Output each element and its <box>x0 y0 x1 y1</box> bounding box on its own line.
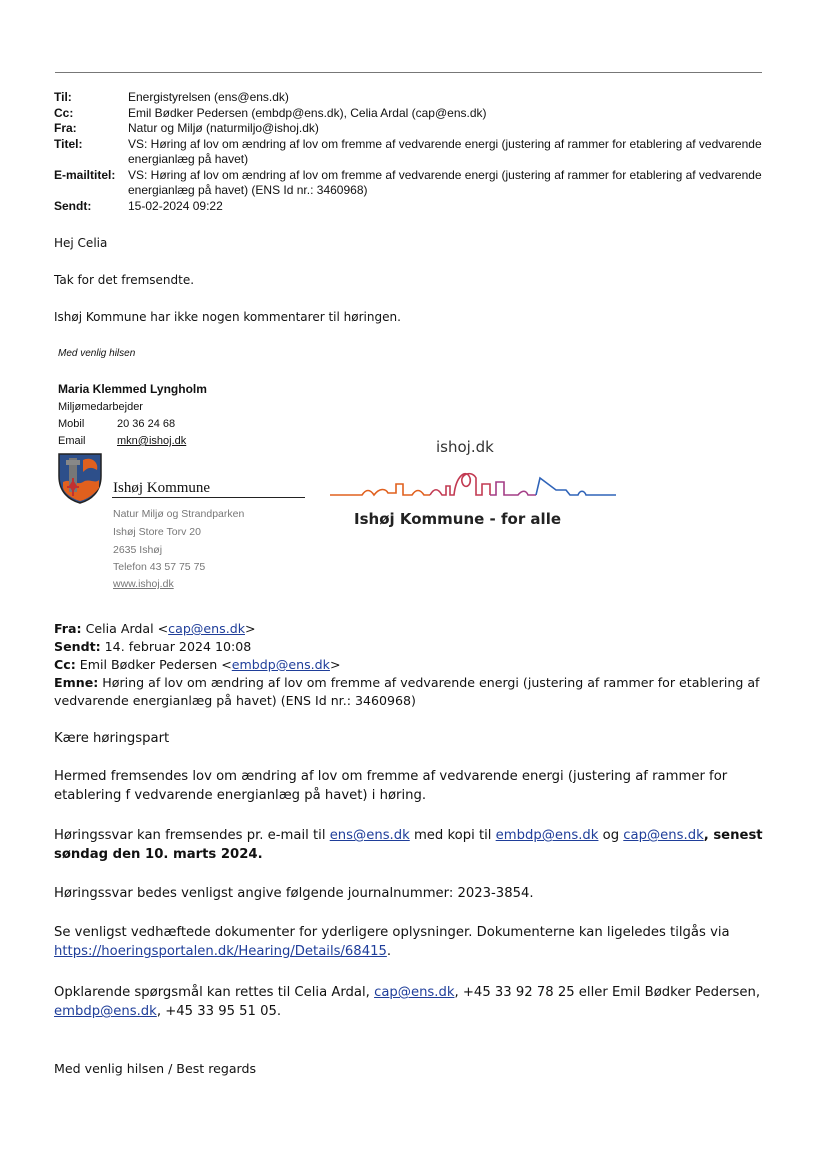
title-row <box>54 137 766 168</box>
fwd-subject-label: Emne: <box>54 675 99 690</box>
paragraph-2 <box>54 826 774 864</box>
fwd-from-label: Fra: <box>54 621 82 636</box>
fwd-cc-name: Emil Bødker Pedersen < <box>79 657 232 672</box>
address-line-1: Natur Miljø og Strandparken <box>113 508 245 520</box>
forwarded-sent <box>54 638 769 656</box>
sent-label: Sendt: <box>54 198 92 213</box>
from-label: Fra: <box>54 121 77 135</box>
title-label: Titel: <box>54 136 83 151</box>
p4-text: Se venligst vedhæftede dokumenter for yderligere oplysninger. Dokumenterne kan ligeledes tilgås via <box>54 925 730 940</box>
p2-text-b: med kopi til <box>409 828 496 843</box>
fwd-from-email-link[interactable]: cap@ens.dk <box>168 621 245 636</box>
address-phone: Telefon 43 57 75 75 <box>113 561 206 573</box>
fwd-from-name: Celia Ardal < <box>85 621 169 636</box>
p4-end: . <box>386 944 392 959</box>
to-row <box>54 90 766 106</box>
cc-row <box>54 106 766 122</box>
email-header <box>54 90 766 214</box>
sent-value: 15-02-2024 09:22 <box>128 198 223 213</box>
fwd-sent-label: Sendt: <box>54 639 101 654</box>
fwd-cc-email-link[interactable]: embdp@ens.dk <box>231 657 330 672</box>
fwd-from-end: > <box>244 621 256 636</box>
paragraph-5 <box>54 983 774 1021</box>
hearing-portal-link[interactable]: https://hoeringsportalen.dk/Hearing/Details/68415 <box>54 944 387 959</box>
mobile-value: 20 36 24 68 <box>117 418 176 430</box>
sent-row <box>54 199 766 215</box>
paragraph-3: Høringssvar bedes venligst angive følgende journalnummer: 2023-3854. <box>54 886 534 901</box>
p2-link-embdp[interactable]: embdp@ens.dk <box>495 828 599 843</box>
p5-link-embdp[interactable]: embdp@ens.dk <box>54 1004 157 1019</box>
from-value: Natur og Miljø (naturmiljo@ishoj.dk) <box>128 121 319 135</box>
paragraph-4 <box>54 923 774 961</box>
cc-label: Cc: <box>54 105 74 120</box>
to-label: Til: <box>54 90 72 104</box>
signature-title: Miljømedarbejder <box>58 401 143 413</box>
org-name: Ishøj Kommune <box>113 480 211 496</box>
p2-link-ens[interactable]: ens@ens.dk <box>329 828 410 843</box>
cc-value: Emil Bødker Pedersen (embdp@ens.dk), Celia Ardal (cap@ens.dk) <box>128 105 487 120</box>
from-row <box>54 121 766 137</box>
salutation: Kære høringspart <box>54 731 170 746</box>
email-link[interactable]: mkn@ishoj.dk <box>117 435 187 447</box>
email-title-value: VS: Høring af lov om ændring af lov om fremme af vedvarende energi (justering af rammer for etablering af vedvarende energianlæg på havet) (ENS Id nr.: 3460968) <box>128 167 762 197</box>
logo-slogan: Ishøj Kommune - for alle <box>354 510 562 528</box>
p2-text-c: og <box>598 828 624 843</box>
org-underline <box>112 497 305 498</box>
forwarded-cc <box>54 656 769 674</box>
p5-text-c: , +45 33 95 51 05. <box>156 1004 282 1019</box>
mobile-label: Mobil <box>58 418 85 430</box>
fwd-cc-label: Cc: <box>54 657 76 672</box>
paragraph-1: Hermed fremsendes lov om ændring af lov om fremme af vedvarende energi (justering af rammer for etablering f vedvarende energianlæg på havet) i høring. <box>54 769 728 803</box>
website-link[interactable]: www.ishoj.dk <box>113 578 174 590</box>
email-label: Email <box>58 435 86 447</box>
address-line-3: 2635 Ishøj <box>113 544 163 556</box>
to-value: Energistyrelsen (ens@ens.dk) <box>128 90 289 104</box>
closing-regards: Med venlig hilsen / Best regards <box>54 1061 257 1076</box>
fwd-cc-end: > <box>329 657 341 672</box>
p5-text-b: , +45 33 92 78 25 eller Emil Bødker Pedersen, <box>454 985 761 1000</box>
signature-closing: Med venlig hilsen <box>58 348 136 359</box>
p5-link-cap[interactable]: cap@ens.dk <box>374 985 455 1000</box>
forwarded-subject <box>54 674 769 710</box>
signature-name: Maria Klemmed Lyngholm <box>58 382 207 396</box>
email-title-label: E-mailtitel: <box>54 167 116 182</box>
fwd-subject-value: Høring af lov om ændring af lov om fremme af vedvarende energi (justering af rammer for etablering af vedvarende energianlæg på havet) (ENS Id nr.: 3460968) <box>54 675 760 708</box>
email-title-row <box>54 168 766 199</box>
header-divider <box>55 72 762 73</box>
p5-text-a: Opklarende spørgsmål kan rettes til Celia Ardal, <box>54 985 375 1000</box>
p2-link-cap[interactable]: cap@ens.dk <box>623 828 704 843</box>
p2-deadline: , senest søndag den 10. marts 2024. <box>54 828 763 862</box>
coat-of-arms-icon <box>57 452 103 504</box>
address-line-2: Ishøj Store Torv 20 <box>113 526 201 538</box>
fwd-sent-value: 14. februar 2024 10:08 <box>104 639 252 654</box>
forwarded-from <box>54 620 769 638</box>
reply-greeting: Hej Celia <box>54 236 108 250</box>
reply-line-2: Ishøj Kommune har ikke nogen kommentarer til høringen. <box>54 310 401 324</box>
reply-line-1: Tak for det fremsendte. <box>54 273 195 287</box>
title-value: VS: Høring af lov om ændring af lov om fremme af vedvarende energi (justering af rammer for etablering af vedvarende energianlæg på havet) <box>128 136 762 166</box>
p2-text-a: Høringssvar kan fremsendes pr. e-mail til <box>54 828 330 843</box>
skyline-logo-icon <box>330 462 616 502</box>
logo-url-text: ishoj.dk <box>436 438 494 456</box>
